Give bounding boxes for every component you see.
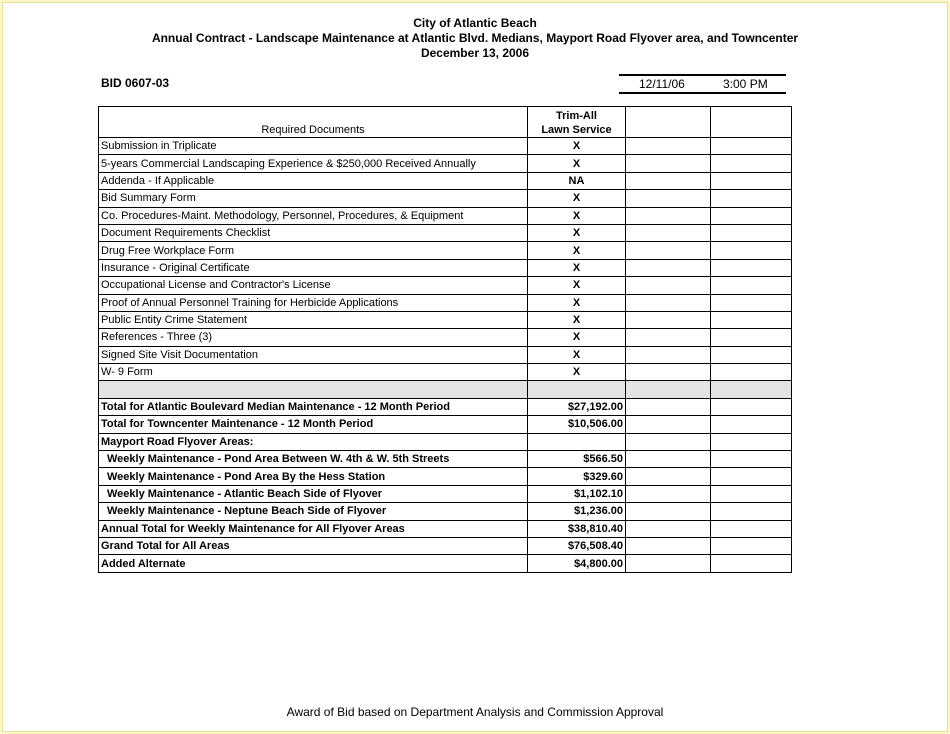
total-row-value: $566.50	[528, 451, 626, 468]
empty-cell	[626, 416, 711, 433]
empty-cell	[711, 398, 792, 415]
document-row-value: X	[528, 346, 626, 363]
empty-cell	[626, 555, 711, 572]
empty-cell	[626, 294, 711, 311]
empty-cell	[626, 155, 711, 172]
document-row-value: X	[528, 311, 626, 328]
document-row-label: Public Entity Crime Statement	[99, 311, 528, 328]
document-row-label: References - Three (3)	[99, 329, 528, 346]
document-row	[99, 364, 792, 381]
vendor-header	[528, 107, 626, 138]
empty-header-cell	[626, 107, 711, 138]
document-row-label: Addenda - If Applicable	[99, 172, 528, 189]
empty-cell	[626, 364, 711, 381]
empty-cell	[626, 346, 711, 363]
total-row-label: Weekly Maintenance - Neptune Beach Side of Flyover	[99, 503, 528, 520]
empty-cell	[711, 433, 792, 450]
document-row	[99, 172, 792, 189]
empty-cell	[711, 364, 792, 381]
document-row-value: X	[528, 190, 626, 207]
total-row-label: Total for Atlantic Boulevard Median Maintenance - 12 Month Period	[99, 398, 528, 415]
total-row-value: $76,508.40	[528, 537, 626, 554]
spacer-row	[99, 381, 792, 398]
total-row-label: Weekly Maintenance - Pond Area Between W. 4th & W. 5th Streets	[99, 451, 528, 468]
total-row-value: $38,810.40	[528, 520, 626, 537]
empty-cell	[626, 207, 711, 224]
empty-cell	[711, 537, 792, 554]
document-row-value: X	[528, 138, 626, 155]
document-row-value: X	[528, 364, 626, 381]
table-header-row	[99, 107, 792, 138]
empty-cell	[711, 346, 792, 363]
document-row	[99, 242, 792, 259]
empty-cell	[626, 224, 711, 241]
empty-cell	[626, 259, 711, 276]
empty-cell	[626, 329, 711, 346]
document-row	[99, 138, 792, 155]
total-row	[99, 451, 792, 468]
total-row	[99, 398, 792, 415]
spacer-row-label	[99, 381, 528, 398]
empty-cell	[711, 451, 792, 468]
total-row-value: $1,236.00	[528, 503, 626, 520]
document-row-label: Insurance - Original Certificate	[99, 259, 528, 276]
empty-cell	[711, 485, 792, 502]
empty-cell	[711, 259, 792, 276]
total-row	[99, 503, 792, 520]
document-row-label: Submission in Triplicate	[99, 138, 528, 155]
empty-cell	[711, 207, 792, 224]
bid-opening-box	[619, 74, 786, 94]
document-row-value: X	[528, 294, 626, 311]
empty-cell	[626, 451, 711, 468]
document-row-value: NA	[528, 172, 626, 189]
total-row-label: Grand Total for All Areas	[99, 537, 528, 554]
document-row	[99, 207, 792, 224]
spacer-row-value	[528, 381, 626, 398]
total-row-value: $27,192.00	[528, 398, 626, 415]
empty-cell	[711, 555, 792, 572]
empty-cell	[626, 381, 711, 398]
empty-cell	[626, 398, 711, 415]
empty-cell	[626, 433, 711, 450]
total-row-label: Added Alternate	[99, 555, 528, 572]
document-row	[99, 294, 792, 311]
total-row-value: $10,506.00	[528, 416, 626, 433]
document-row	[99, 155, 792, 172]
document-date: December 13, 2006	[420, 46, 530, 60]
empty-cell	[711, 311, 792, 328]
document-row	[99, 190, 792, 207]
empty-cell	[711, 172, 792, 189]
bid-opening-time: 3:00 PM	[723, 77, 768, 91]
empty-cell	[626, 277, 711, 294]
total-row-label: Weekly Maintenance - Pond Area By the Hess Station	[99, 468, 528, 485]
required-documents-header: Required Documents	[99, 107, 528, 138]
empty-cell	[711, 138, 792, 155]
empty-cell	[711, 329, 792, 346]
total-row-value: $1,102.10	[528, 485, 626, 502]
total-row	[99, 555, 792, 572]
document-row	[99, 329, 792, 346]
empty-cell	[711, 224, 792, 241]
document-row-label: Proof of Annual Personnel Training for Herbicide Applications	[99, 294, 528, 311]
bid-number: BID 0607-03	[101, 76, 170, 90]
document-row-label: 5-years Commercial Landscaping Experience & $250,000 Received Annually	[99, 155, 528, 172]
empty-cell	[626, 242, 711, 259]
empty-cell	[711, 520, 792, 537]
document-row-label: W- 9 Form	[99, 364, 528, 381]
document-row-value: X	[528, 242, 626, 259]
document-row-label: Bid Summary Form	[99, 190, 528, 207]
contract-title: Annual Contract - Landscape Maintenance at Atlantic Blvd. Medians, Mayport Road Flyover area, and Towncenter	[151, 31, 799, 45]
total-row-value	[528, 433, 626, 450]
document-row-value: X	[528, 224, 626, 241]
total-row	[99, 433, 792, 450]
empty-cell	[626, 503, 711, 520]
empty-cell	[626, 190, 711, 207]
vendor-header-line2: Lawn Service	[541, 124, 612, 136]
empty-cell	[626, 311, 711, 328]
empty-cell	[711, 468, 792, 485]
document-row	[99, 224, 792, 241]
footer-note: Award of Bid based on Department Analysis and Commission Approval	[286, 705, 664, 719]
total-row-label: Annual Total for Weekly Maintenance for All Flyover Areas	[99, 520, 528, 537]
empty-cell	[711, 190, 792, 207]
total-row-label: Mayport Road Flyover Areas:	[99, 433, 528, 450]
document-row-label: Drug Free Workplace Form	[99, 242, 528, 259]
document-row	[99, 346, 792, 363]
total-row	[99, 520, 792, 537]
empty-cell	[626, 485, 711, 502]
empty-cell	[711, 381, 792, 398]
total-row-value: $4,800.00	[528, 555, 626, 572]
document-row-label: Signed Site Visit Documentation	[99, 346, 528, 363]
document-row	[99, 259, 792, 276]
total-row	[99, 416, 792, 433]
document-row	[99, 277, 792, 294]
empty-cell	[711, 242, 792, 259]
vendor-header-line1: Trim-All	[556, 110, 597, 122]
empty-cell	[711, 294, 792, 311]
document-row-value: X	[528, 259, 626, 276]
empty-cell	[711, 155, 792, 172]
total-row	[99, 537, 792, 554]
total-row-label: Weekly Maintenance - Atlantic Beach Side of Flyover	[99, 485, 528, 502]
empty-cell	[626, 138, 711, 155]
city-title: City of Atlantic Beach	[413, 16, 537, 30]
empty-cell	[626, 172, 711, 189]
empty-cell	[711, 277, 792, 294]
empty-cell	[626, 537, 711, 554]
document-row	[99, 311, 792, 328]
document-row-label: Occupational License and Contractor's License	[99, 277, 528, 294]
empty-cell	[626, 520, 711, 537]
bid-opening-date: 12/11/06	[639, 77, 685, 91]
total-row	[99, 485, 792, 502]
total-row	[99, 468, 792, 485]
empty-cell	[711, 503, 792, 520]
document-row-value: X	[528, 277, 626, 294]
total-row-value: $329.60	[528, 468, 626, 485]
document-row-label: Document Requirements Checklist	[99, 224, 528, 241]
document-row-value: X	[528, 207, 626, 224]
empty-cell	[711, 416, 792, 433]
bid-table	[98, 106, 792, 573]
document-row-value: X	[528, 155, 626, 172]
total-row-label: Total for Towncenter Maintenance - 12 Month Period	[99, 416, 528, 433]
document-row-value: X	[528, 329, 626, 346]
empty-cell	[626, 468, 711, 485]
document-row-label: Co. Procedures-Maint. Methodology, Personnel, Procedures, & Equipment	[99, 207, 528, 224]
empty-header-cell	[711, 107, 792, 138]
